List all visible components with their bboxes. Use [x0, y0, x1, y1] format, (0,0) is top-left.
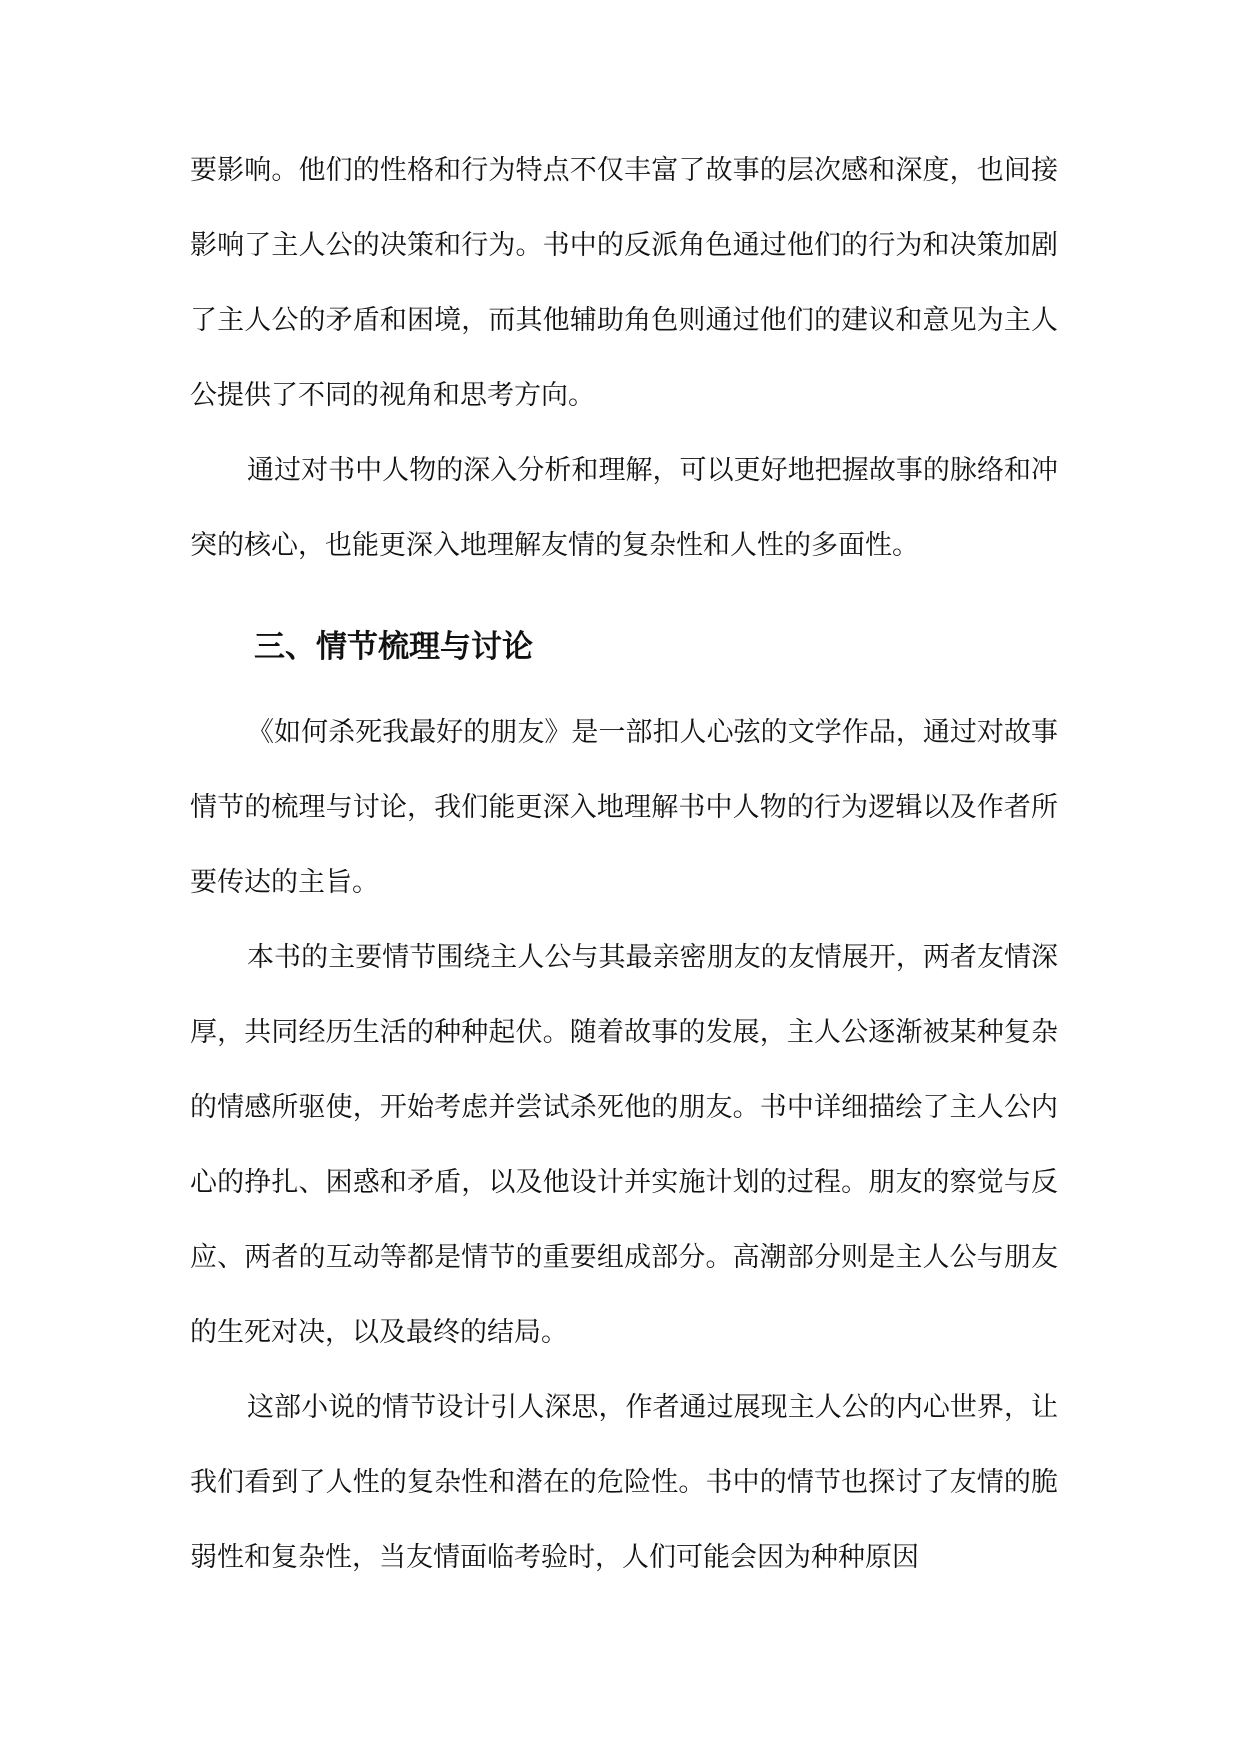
paragraph-plot: 本书的主要情节围绕主人公与其最亲密朋友的友情展开，两者友情深厚，共同经历生活的种种起伏。随着故事的发展，主人公逐渐被某种复杂的情感所驱使，开始考虑并尝试杀死他的朋友。书中详细描绘了主人公内心的挣扎、困惑和矛盾，以及他设计并实施计划的过程。朋友的察觉与反应、两者的互动等都是情节的重要组成部分。高潮部分则是主人公与朋友的生死对决，以及最终的结局。 — [190, 942, 1058, 1348]
paragraph-discussion: 这部小说的情节设计引人深思，作者通过展现主人公的内心世界，让我们看到了人性的复杂性和潜在的危险性。书中的情节也探讨了友情的脆弱性和复杂性，当友情面临考验时，人们可能会因为种种原因 — [190, 1392, 1058, 1573]
document-body — [190, 133, 1058, 1595]
paragraph-continued: 要影响。他们的性格和行为特点不仅丰富了故事的层次感和深度，也间接影响了主人公的决策和行为。书中的反派角色通过他们的行为和决策加剧了主人公的矛盾和困境，而其他辅助角色则通过他们的建议和意见为主人公提供了不同的视角和思考方向。 — [190, 155, 1058, 411]
section-heading: 三、情节梳理与讨论 — [254, 629, 533, 665]
paragraph-summary: 通过对书中人物的深入分析和理解，可以更好地把握故事的脉络和冲突的核心，也能更深入地理解友情的复杂性和人性的多面性。 — [190, 455, 1058, 561]
paragraph-intro: 《如何杀死我最好的朋友》是一部扣人心弦的文学作品，通过对故事情节的梳理与讨论，我们能更深入地理解书中人物的行为逻辑以及作者所要传达的主旨。 — [190, 717, 1058, 898]
